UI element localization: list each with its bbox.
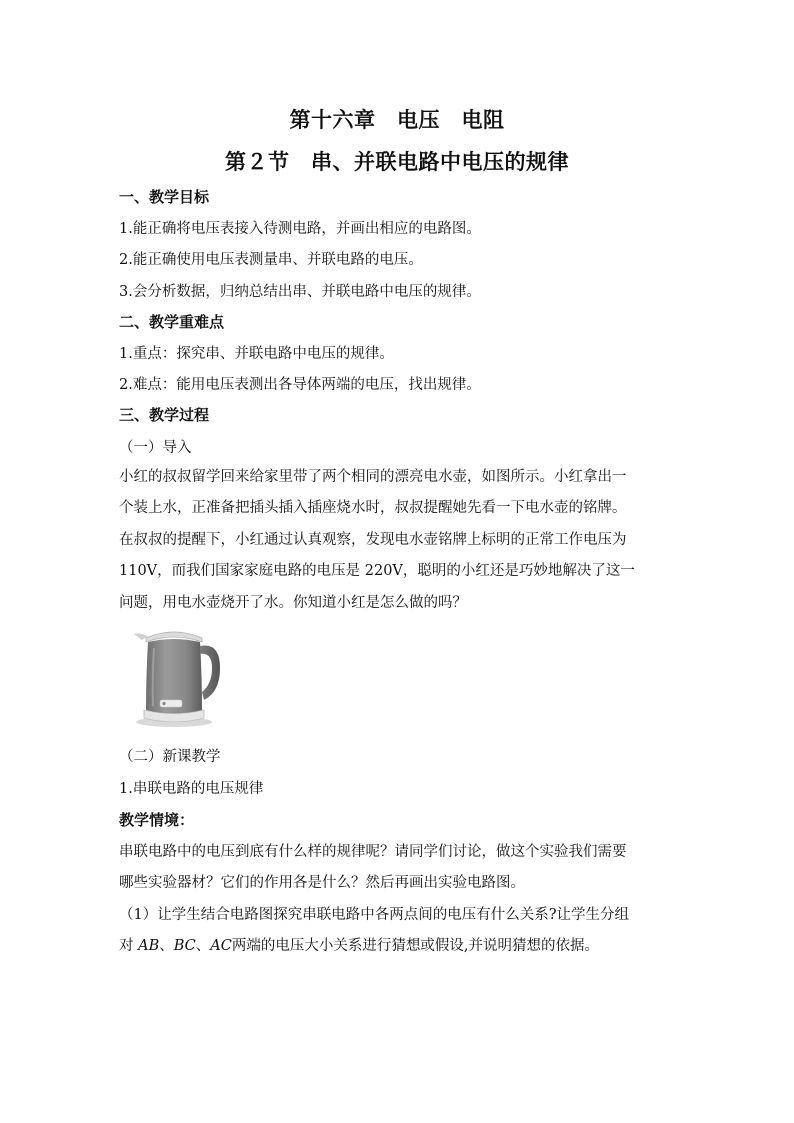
step1-line xyxy=(119,934,599,955)
separator: 、 xyxy=(195,938,211,954)
intro-paragraph-line: 110V，而我们国家家庭电路的电压是 220V，聪明的小红还是巧妙地解决了这一 xyxy=(119,563,635,579)
step1-suffix: 两端的电压大小关系进行猜想或假设,并说明猜想的依据。 xyxy=(231,938,599,954)
situation-label: 教学情境： xyxy=(119,811,195,829)
step1-line: （1）让学生结合电路图探究串联电路中各两点间的电压有什么关系?让学生分组 xyxy=(119,907,629,923)
intro-paragraph-line: 问题，用电水壶烧开了水。你知道小红是怎么做的吗？ xyxy=(119,595,467,611)
process-heading: 三、教学过程 xyxy=(119,406,210,424)
subtopic-title: 1.串联电路的电压规律 xyxy=(119,781,264,797)
key-points-heading: 二、教学重难点 xyxy=(119,313,225,331)
situation-line: 哪些实验器材？它们的作用各是什么？然后再画出实验电路图。 xyxy=(119,875,525,891)
chapter-title: 第十六章 电压 电阻 xyxy=(289,107,505,132)
key-point-item: 2.难点：能用电压表测出各导体两端的电压，找出规律。 xyxy=(119,377,481,393)
intro-paragraph-line: 小红的叔叔留学回来给家里带了两个相同的漂亮电水壶，如图所示。小红拿出一 xyxy=(119,469,627,485)
situation-line: 串联电路中的电压到底有什么样的规律呢？请同学们讨论，做这个实验我们需要 xyxy=(119,844,627,860)
separator: 、 xyxy=(159,938,174,954)
electric-kettle-image xyxy=(130,622,226,730)
goal-item: 1.能正确将电压表接入待测电路，并画出相应的电路图。 xyxy=(119,221,481,237)
section-title: 第２节 串、并联电路中电压的规律 xyxy=(225,149,569,174)
key-point-item: 1.重点：探究串、并联电路中电压的规律。 xyxy=(119,346,394,362)
segment-ac: AC xyxy=(210,938,232,954)
intro-paragraph-line: 在叔叔的提醒下，小红通过认真观察，发现电水壶铭牌上标明的正常工作电压为 xyxy=(119,532,627,548)
intro-heading: （一）导入 xyxy=(119,440,192,456)
goal-item: 2.能正确使用电压表测量串、并联电路的电压。 xyxy=(119,252,423,268)
segment-ab: AB xyxy=(138,938,160,954)
new-lesson-heading: （二）新课教学 xyxy=(119,749,221,765)
goal-item: 3.会分析数据，归纳总结出串、并联电路中电压的规律。 xyxy=(119,284,481,300)
intro-paragraph-line: 个装上水，正准备把插头插入插座烧水时，叔叔提醒她先看一下电水壶的铭牌。 xyxy=(119,500,627,516)
step1-prefix: 对 xyxy=(119,938,139,954)
segment-bc: BC xyxy=(173,938,196,954)
goals-heading: 一、教学目标 xyxy=(119,188,210,206)
